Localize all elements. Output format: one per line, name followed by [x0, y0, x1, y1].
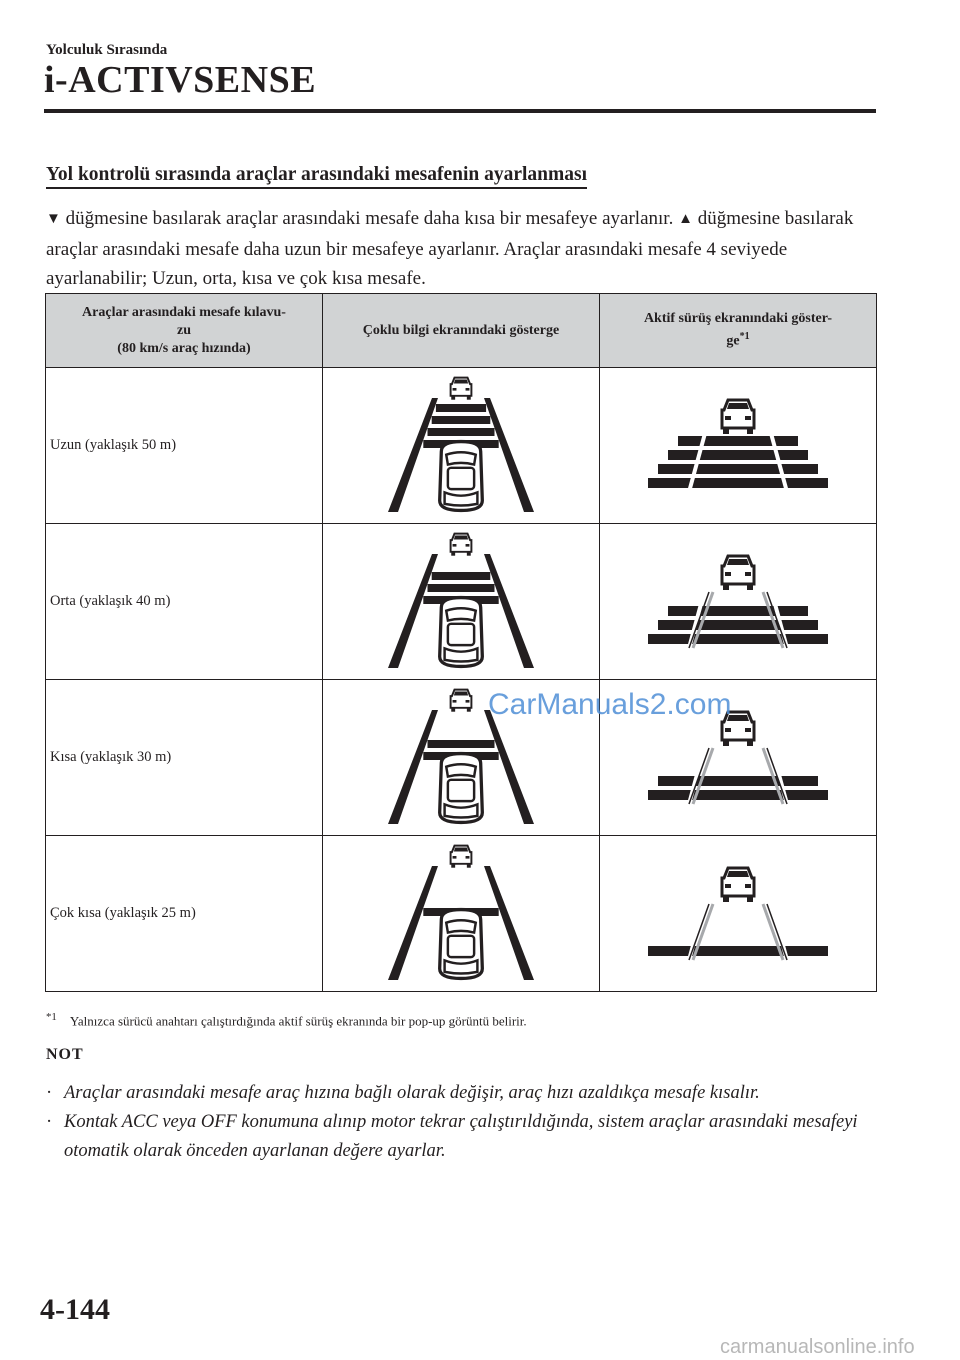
section-title: Yol kontrolü sırasında araçlar arasındaki mesafenin ayarlanması: [46, 164, 587, 189]
down-triangle-icon: ▼: [46, 211, 61, 227]
distance-label: Çok kısa (yaklaşık 25 m): [46, 836, 323, 992]
note-bullets: [46, 1079, 876, 1166]
multi-info-display-icon: [323, 836, 600, 992]
active-driving-display-icon: [600, 368, 877, 524]
intro-text-1: düğmesine basılarak araçlar arasındaki mesafe daha kısa bir mesafeye ayarlanır.: [60, 208, 679, 229]
distance-bar: [668, 450, 808, 460]
distance-bar: [658, 776, 818, 786]
intro-text-2: düğmesine basılarak araçlar arasındaki mesafe daha uzun bir mesafeye ayarlanır. Araçlar arasındaki mesafe 4 seviyede ayarlanabilir; Uzun, orta, kısa ve çok kısa mesafe.: [46, 208, 854, 289]
header-distance-guide: Araçlar arasındaki mesafe kılavu- zu (80 km/s araç hızında): [46, 294, 323, 368]
table-row: [46, 836, 877, 992]
header-multi-info-display: Çoklu bilgi ekranındaki gösterge: [323, 294, 600, 368]
footnote: $^{*1}$ Yalnızca sürücü anahtarı çalıştırdığında aktif sürüş ekranında bir pop-up görüntü belirir.: [46, 1011, 527, 1029]
multi-info-display-icon: [323, 368, 600, 524]
table-row: [46, 680, 877, 836]
distance-label: Uzun (yaklaşık 50 m): [46, 368, 323, 524]
note-bullet: · Araçlar arasındaki mesafe araç hızına bağlı olarak değişir, araç hızı azaldıkça mesafe kısalır.: [46, 1083, 760, 1103]
intro-paragraph: [46, 204, 876, 293]
distance-bar: [648, 946, 828, 956]
note-bullet: · Kontak ACC veya OFF konumuna alınıp motor tekrar çalıştırıldığında, sistem araçlar arasındaki mesafeyi otomatik olarak önceden ayarlanan değere ayarlar.: [46, 1112, 858, 1161]
distance-bar: [428, 740, 495, 748]
up-triangle-icon: ▲: [678, 211, 693, 227]
watermark-footer: carmanualsonline.info: [720, 1336, 915, 1358]
header-active-driving-display: Aktif sürüş ekranındaki göster- $ge^{*1}$: [600, 294, 877, 368]
note-heading: NOT: [46, 1046, 84, 1063]
distance-table: [45, 293, 877, 992]
distance-bar: [648, 478, 828, 488]
distance-bar: [678, 436, 798, 446]
table-row: [46, 524, 877, 680]
distance-bar: [436, 404, 486, 412]
header-divider: [44, 109, 876, 113]
distance-bar: [648, 790, 828, 800]
distance-bar: [658, 620, 818, 630]
distance-bar: [428, 584, 495, 592]
distance-bar: [432, 572, 491, 580]
distance-bar: [432, 416, 491, 424]
distance-label: Kısa (yaklaşık 30 m): [46, 680, 323, 836]
header-section: Yolculuk Sırasında: [46, 42, 168, 58]
distance-bar: [648, 634, 828, 644]
table-row: [46, 368, 877, 524]
distance-label: Orta (yaklaşık 40 m): [46, 524, 323, 680]
page-number: 4-144: [40, 1293, 110, 1326]
multi-info-display-icon: [323, 524, 600, 680]
page-title: i-ACTIVSENSE: [44, 59, 317, 101]
table-header-row: [46, 294, 877, 368]
distance-bar: [658, 464, 818, 474]
active-driving-display-icon: [600, 524, 877, 680]
distance-bar: [668, 606, 808, 616]
distance-bar: [428, 428, 495, 436]
active-driving-display-icon: [600, 836, 877, 992]
watermark-center: CarManuals2.com: [488, 688, 732, 721]
